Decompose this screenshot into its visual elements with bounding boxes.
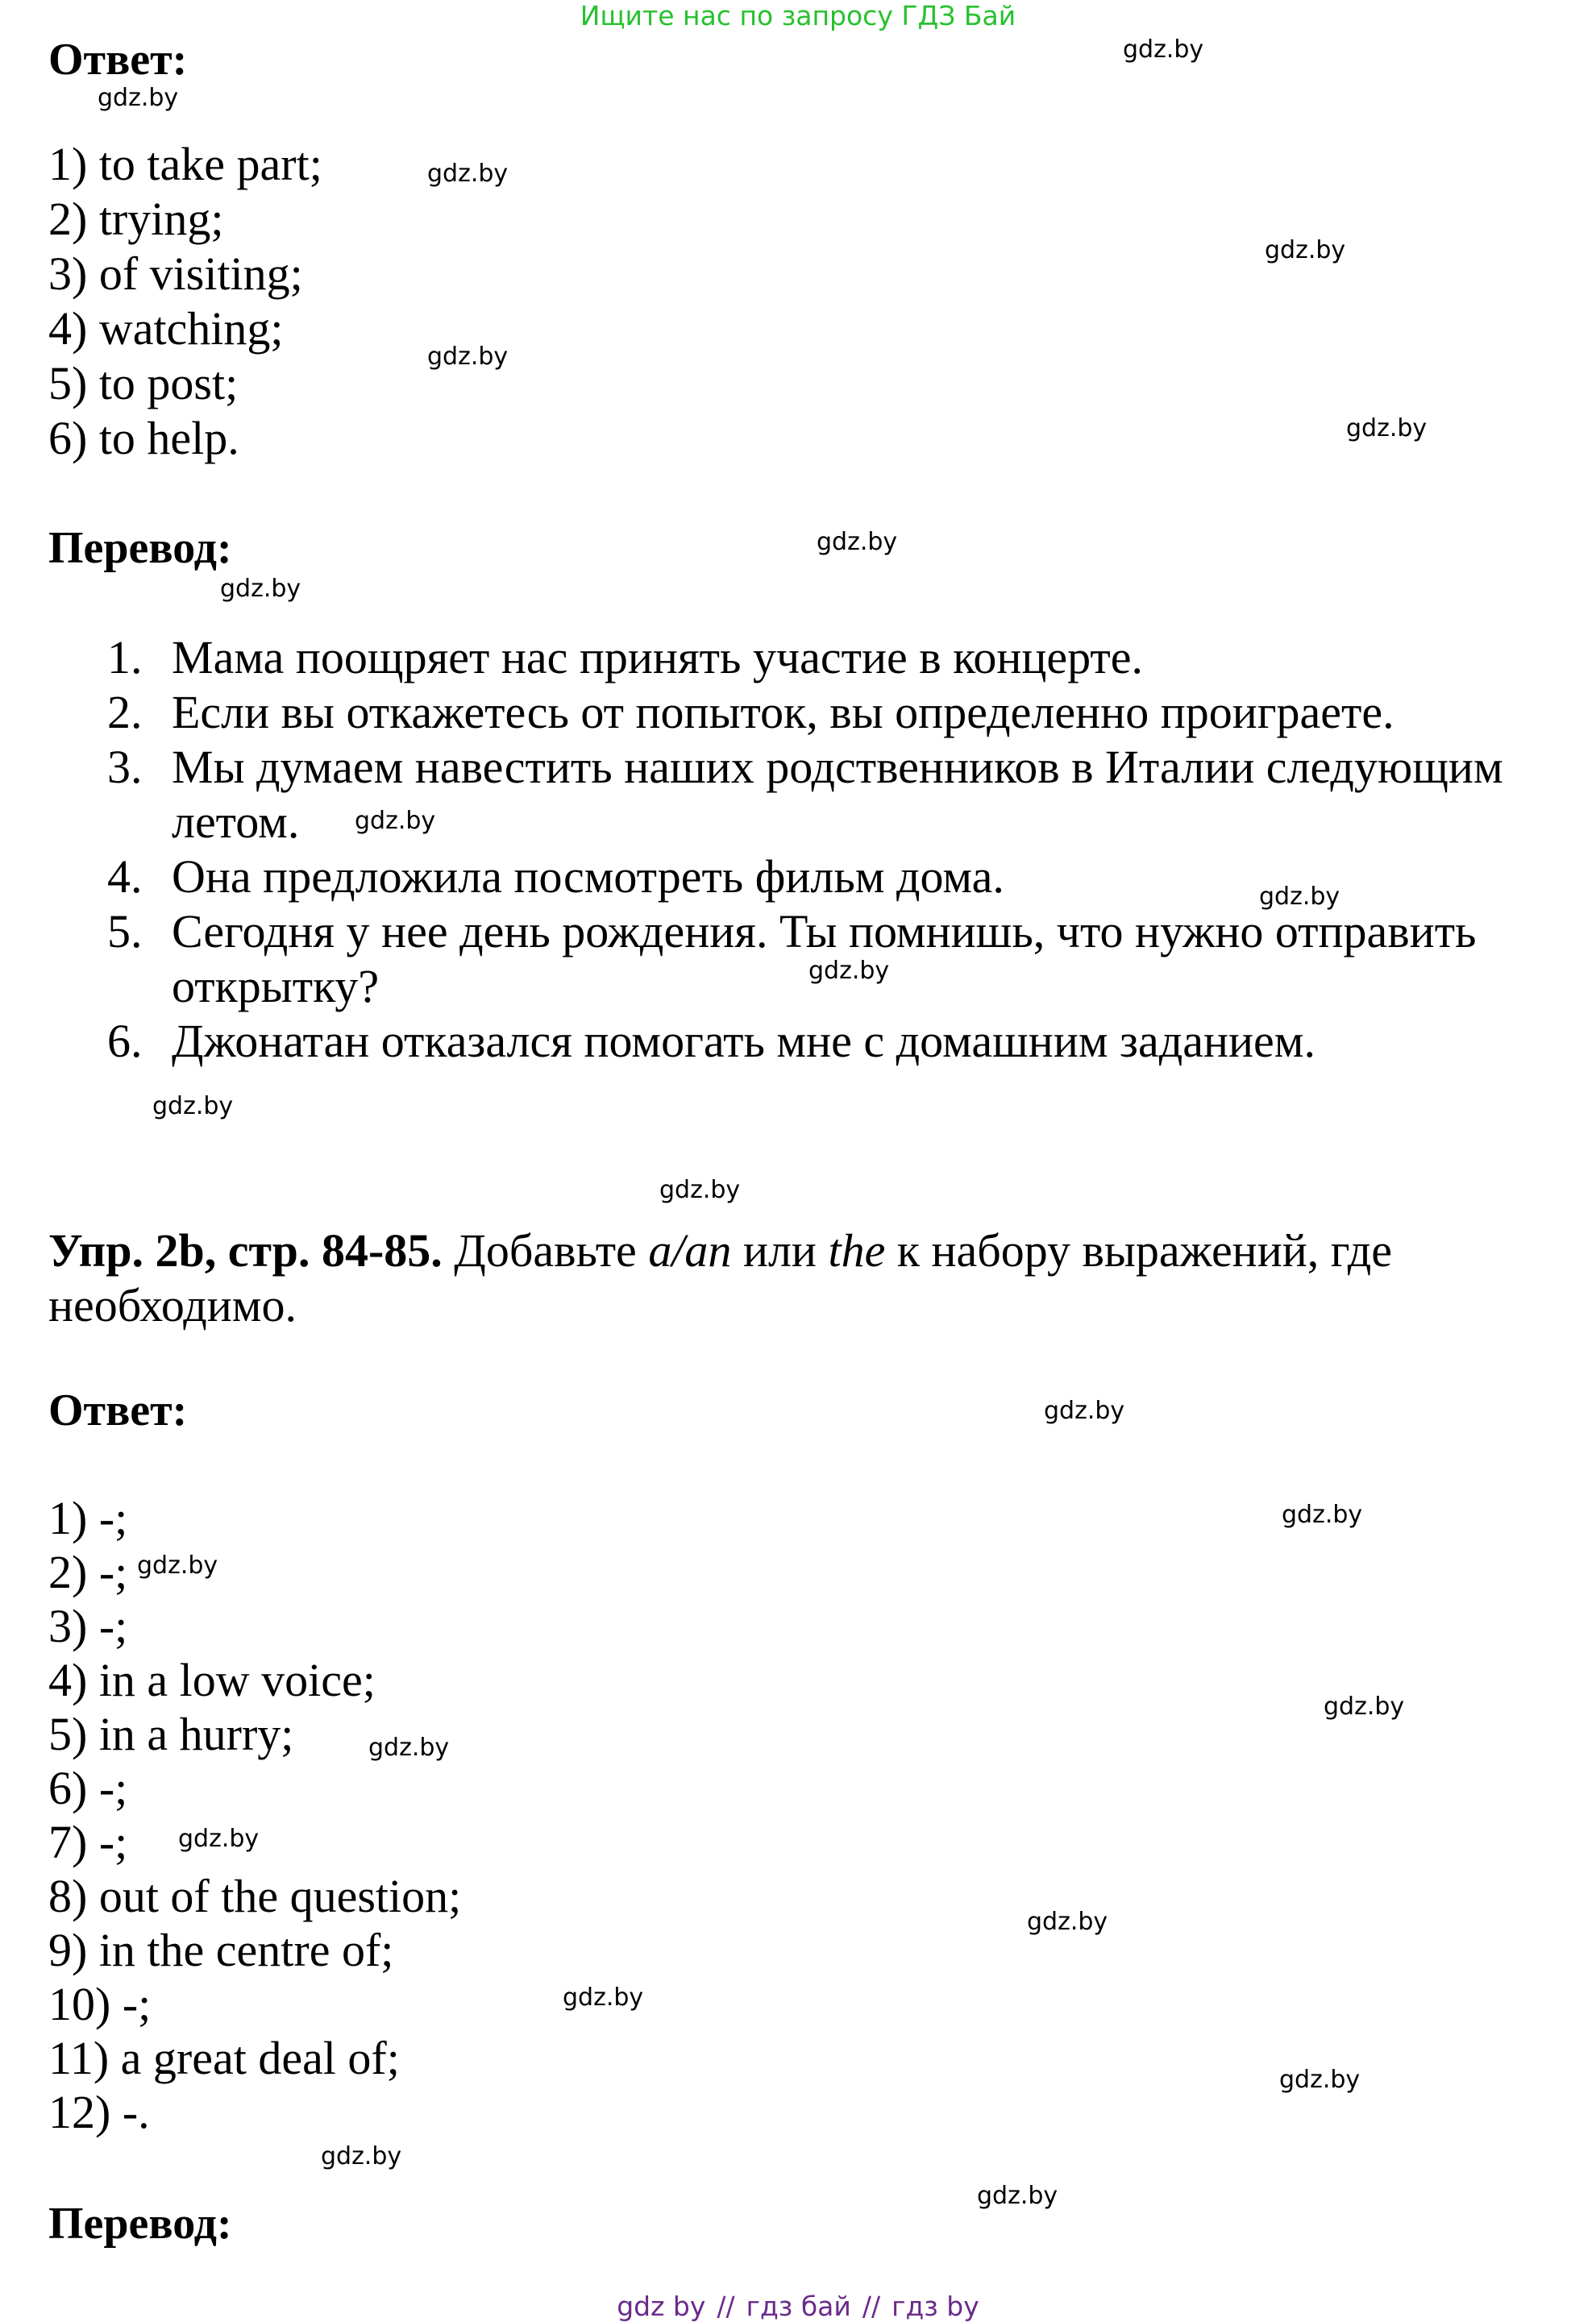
translation-num: 3. [107, 741, 143, 793]
watermark: gdz.by [977, 2182, 1058, 2210]
watermark: gdz.by [1027, 1908, 1108, 1936]
answer-line-1: 1) -; [48, 1492, 128, 1544]
watermark: gdz.by [563, 1983, 644, 2012]
watermark: gdz.by [427, 343, 509, 371]
answer-heading-1: Ответ: [48, 35, 188, 85]
exercise-number: Упр. 2b, стр. 84-85. [48, 1224, 443, 1277]
answer-line-2: 2) trying; [48, 193, 224, 245]
watermark: gdz.by [1346, 414, 1428, 442]
answer-line-6: 6) to help. [48, 412, 239, 464]
answer-line-12: 12) -. [48, 2086, 150, 2138]
exercise-text: Добавьте [442, 1224, 649, 1277]
exercise-title [48, 1223, 1580, 1333]
translation-heading-1: Перевод: [48, 523, 232, 573]
answer-line-6: 6) -; [48, 1762, 128, 1814]
footer-separator: // [862, 2291, 881, 2322]
answer-line-3: 3) of visiting; [48, 247, 303, 300]
translation-text: Мама поощряет нас принять участие в концерте. [172, 631, 1144, 683]
answer-line-3: 3) -; [48, 1600, 128, 1652]
translation-text: Сегодня у нее день рождения. Ты помнишь, что нужно отправить открытку? [172, 905, 1477, 1012]
translation-text: Джонатан отказался помогать мне с домашним заданием. [172, 1015, 1315, 1067]
footer-link-gdz-by-ru[interactable]: гдз by [892, 2291, 979, 2322]
watermark: gdz.by [427, 160, 509, 188]
watermark: gdz.by [368, 1734, 450, 1762]
answer-heading-2: Ответ: [48, 1385, 188, 1435]
watermark: gdz.by [321, 2142, 402, 2170]
watermark: gdz.by [220, 575, 301, 603]
answer-line-10: 10) -; [48, 1978, 152, 2030]
watermark: gdz.by [808, 957, 890, 985]
translation-item [107, 630, 1582, 685]
watermark: gdz.by [1259, 883, 1340, 911]
watermark: gdz.by [178, 1825, 260, 1853]
watermark: gdz.by [98, 84, 179, 112]
translation-text: Она предложила посмотреть фильм дома. [172, 850, 1004, 903]
translation-item [107, 685, 1582, 740]
translation-list [107, 630, 1582, 1069]
exercise-text: или [731, 1224, 829, 1277]
translation-num: 5. [107, 905, 143, 957]
translation-num: 2. [107, 686, 143, 738]
watermark: gdz.by [817, 528, 898, 556]
translation-num: 6. [107, 1015, 143, 1067]
top-search-banner[interactable]: Ищите нас по запросу ГДЗ Бай [580, 0, 1016, 31]
translation-heading-2: Перевод: [48, 2199, 232, 2249]
exercise-article: the [828, 1224, 886, 1277]
answer-line-5: 5) in a hurry; [48, 1708, 294, 1760]
answer-line-4: 4) watching; [48, 302, 284, 355]
watermark: gdz.by [152, 1092, 234, 1120]
translation-text: Если вы откажетесь от попыток, вы определенно проиграете. [172, 686, 1394, 738]
watermark: gdz.by [659, 1176, 741, 1204]
translation-item [107, 740, 1582, 849]
watermark: gdz.by [1324, 1693, 1405, 1721]
answer-line-4: 4) in a low voice; [48, 1654, 376, 1706]
watermark: gdz.by [1123, 35, 1204, 64]
answer-line-7: 7) -; [48, 1816, 128, 1868]
translation-text: Мы думаем навестить наших родственников в Италии следующим летом. [172, 741, 1503, 848]
watermark: gdz.by [355, 807, 436, 835]
answer-line-11: 11) a great deal of; [48, 2032, 400, 2084]
answer-line-5: 5) to post; [48, 357, 239, 409]
footer-link-gdz-bai[interactable]: гдз бай [746, 2291, 851, 2322]
answer-line-2: 2) -; [48, 1546, 128, 1598]
translation-num: 4. [107, 850, 143, 903]
answer-line-9: 9) in the centre of; [48, 1924, 394, 1976]
translation-item [107, 1014, 1582, 1069]
answer-line-1: 1) to take part; [48, 138, 322, 190]
watermark: gdz.by [1279, 2066, 1361, 2094]
footer-links [0, 2291, 1596, 2322]
answer-line-8: 8) out of the question; [48, 1870, 462, 1922]
watermark: gdz.by [137, 1551, 218, 1580]
watermark: gdz.by [1265, 236, 1346, 264]
translation-item [107, 849, 1582, 904]
footer-link-gdz-by[interactable]: gdz by [617, 2291, 706, 2322]
exercise-article: a/an [648, 1224, 732, 1277]
footer-separator: // [717, 2291, 735, 2322]
translation-num: 1. [107, 631, 143, 683]
exercise-text: к набору выражений, где необходимо. [48, 1224, 1392, 1331]
watermark: gdz.by [1044, 1397, 1125, 1425]
watermark: gdz.by [1282, 1501, 1363, 1529]
